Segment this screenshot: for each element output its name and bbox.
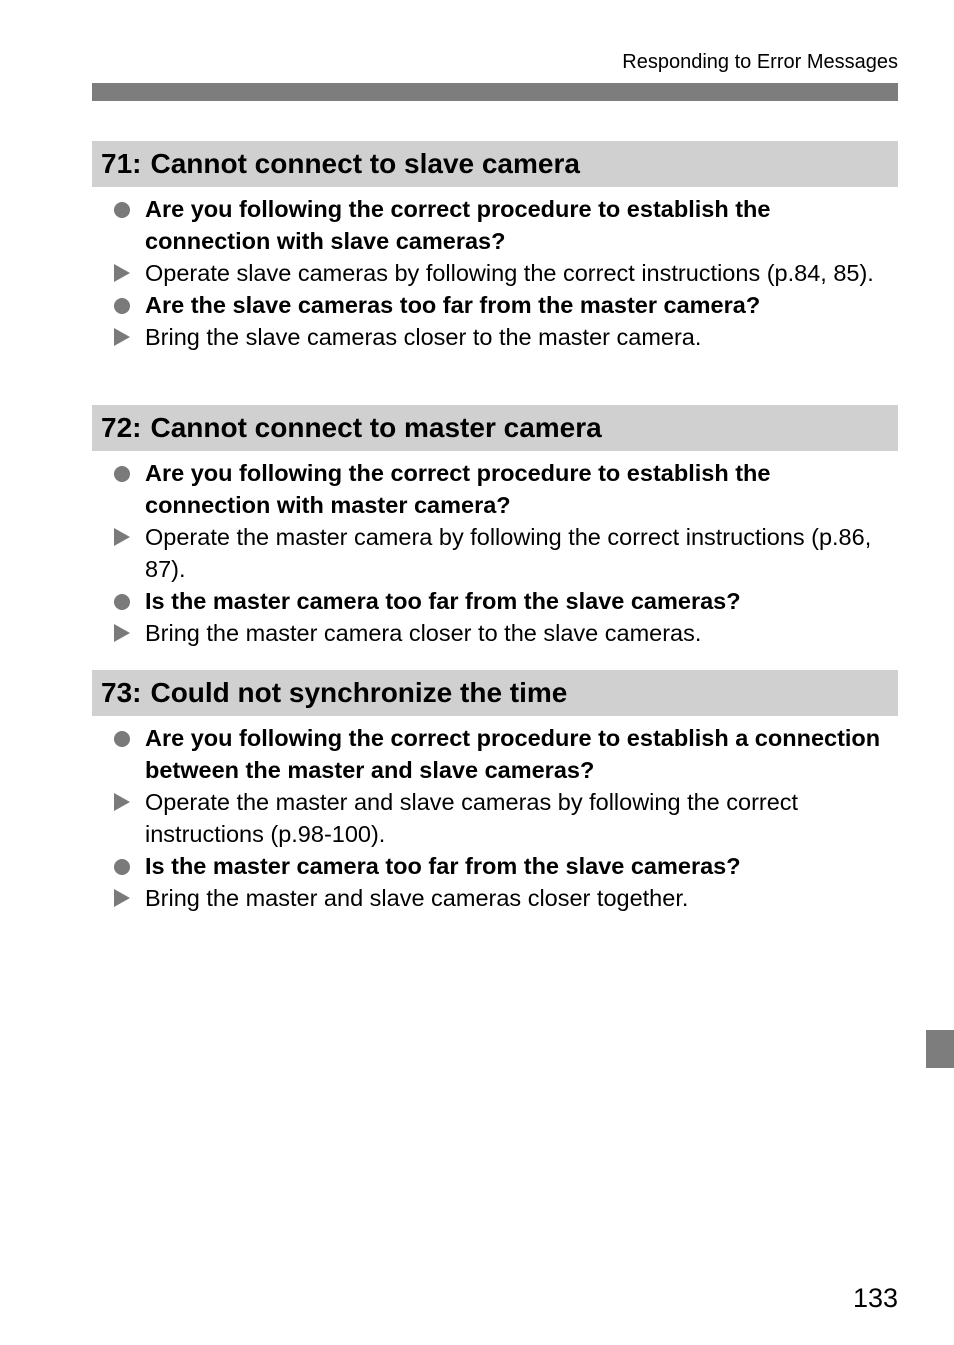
section-title: Cannot connect to master camera [150, 412, 602, 443]
answer-text: Operate the master camera by following the correct instructions (p.86, 87). [145, 524, 872, 582]
question-item [92, 193, 898, 257]
bullet-icon [114, 202, 130, 218]
answer-item [92, 786, 898, 850]
bullet-icon [114, 466, 130, 482]
arrow-right-icon [114, 528, 130, 546]
question-item [92, 585, 898, 617]
answer-item [92, 257, 898, 289]
answer-text: Bring the master and slave cameras closer together. [145, 885, 689, 911]
question-text: Is the master camera too far from the slave cameras? [145, 853, 741, 879]
page-number: 133 [852, 1283, 898, 1313]
bullet-icon [114, 298, 130, 314]
answer-item [92, 521, 898, 585]
arrow-right-icon [114, 264, 130, 282]
section-header [92, 405, 898, 451]
chapter-tab [926, 1030, 954, 1068]
bullet-icon [114, 859, 130, 875]
question-text: Are you following the correct procedure to establish the connection with master camera? [145, 460, 771, 518]
question-item [92, 457, 898, 521]
arrow-right-icon [114, 624, 130, 642]
section-title: Cannot connect to slave camera [150, 148, 580, 179]
answer-item [92, 321, 898, 353]
arrow-right-icon [114, 328, 130, 346]
question-text: Are you following the correct procedure to establish a connection between the master and slave cameras? [145, 725, 881, 783]
arrow-right-icon [114, 793, 130, 811]
arrow-right-icon [114, 889, 130, 907]
section-header [92, 141, 898, 187]
answer-text: Bring the master camera closer to the slave cameras. [145, 620, 702, 646]
running-header: Responding to Error Messages [622, 51, 898, 73]
section-header [92, 670, 898, 716]
section-number: 73: [101, 677, 142, 708]
section-title: Could not synchronize the time [150, 677, 568, 708]
section-72 [92, 405, 898, 649]
question-text: Are the slave cameras too far from the master camera? [145, 292, 761, 318]
answer-text: Operate slave cameras by following the correct instructions (p.84, 85). [145, 260, 874, 286]
answer-item [92, 617, 898, 649]
section-73 [92, 670, 898, 914]
section-number: 72: [101, 412, 142, 443]
question-item [92, 289, 898, 321]
section-number: 71: [101, 148, 142, 179]
answer-text: Operate the master and slave cameras by following the correct instructions (p.98-100). [145, 789, 799, 847]
answer-text: Bring the slave cameras closer to the master camera. [145, 324, 702, 350]
question-text: Are you following the correct procedure to establish the connection with slave cameras? [145, 196, 771, 254]
question-text: Is the master camera too far from the slave cameras? [145, 588, 741, 614]
section-71 [92, 141, 898, 353]
question-item [92, 850, 898, 882]
bullet-icon [114, 594, 130, 610]
answer-item [92, 882, 898, 914]
question-item [92, 722, 898, 786]
header-bar [92, 83, 898, 101]
bullet-icon [114, 731, 130, 747]
